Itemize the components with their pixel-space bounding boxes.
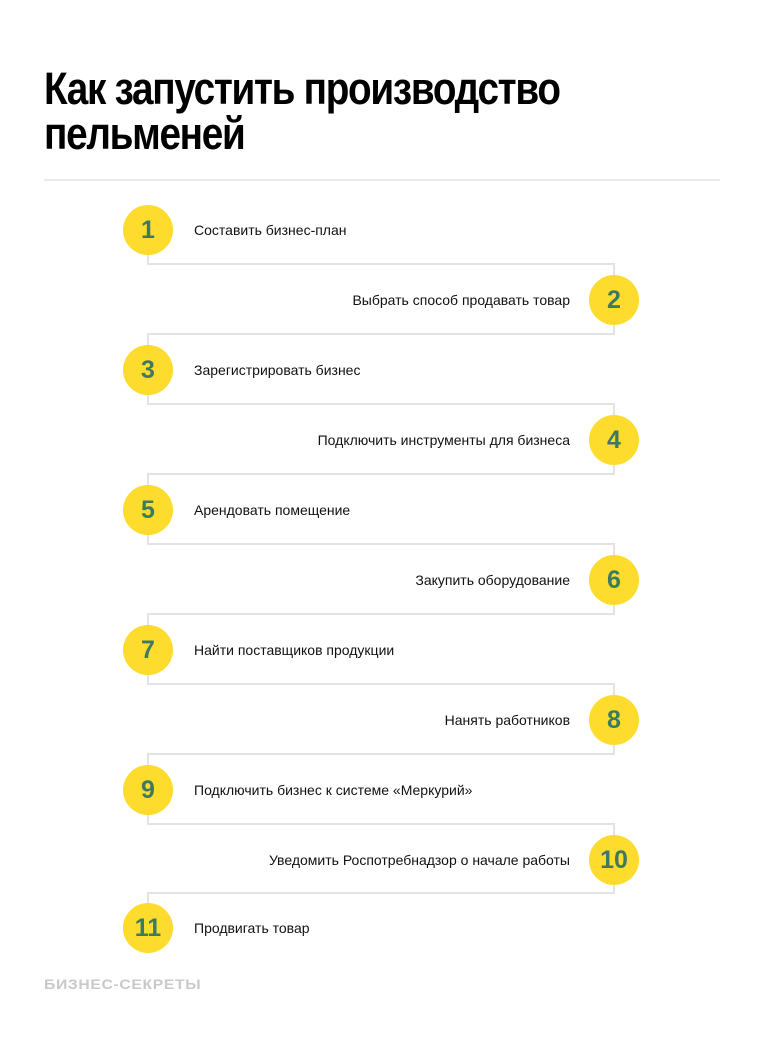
- step-number-badge: 4: [589, 415, 639, 465]
- brand-logo: БИЗНЕС-СЕКРЕТЫ: [44, 976, 202, 992]
- step-number-badge: 9: [123, 765, 173, 815]
- step-9: [0, 765, 764, 815]
- step-3: [0, 345, 764, 395]
- step-number-badge: 8: [589, 695, 639, 745]
- step-label: Зарегистрировать бизнес: [194, 362, 361, 378]
- step-label: Закупить оборудование: [415, 572, 570, 588]
- step-number-badge: 10: [589, 835, 639, 885]
- step-number-badge: 1: [123, 205, 173, 255]
- step-4: [0, 415, 764, 465]
- step-number-badge: 11: [123, 903, 173, 953]
- title-line-1: Как запустить производство: [44, 63, 560, 114]
- step-6: [0, 555, 764, 605]
- step-number-badge: 5: [123, 485, 173, 535]
- step-1: [0, 205, 764, 255]
- step-7: [0, 625, 764, 675]
- step-number-badge: 3: [123, 345, 173, 395]
- step-label: Подключить инструменты для бизнеса: [317, 432, 570, 448]
- step-label: Уведомить Роспотребнадзор о начале работы: [268, 852, 570, 868]
- step-number-badge: 7: [123, 625, 173, 675]
- step-label: Продвигать товар: [194, 920, 310, 936]
- step-label: Выбрать способ продавать товар: [352, 292, 570, 308]
- step-label: Нанять работников: [444, 712, 570, 728]
- step-11: [0, 903, 764, 953]
- step-8: [0, 695, 764, 745]
- step-5: [0, 485, 764, 535]
- step-number-badge: 6: [589, 555, 639, 605]
- step-10: [0, 835, 764, 885]
- step-label: Составить бизнес-план: [194, 222, 347, 238]
- step-label: Арендовать помещение: [194, 502, 351, 518]
- step-label: Подключить бизнес к системе «Меркурий»: [194, 782, 473, 798]
- step-number-badge: 2: [589, 275, 639, 325]
- step-label: Найти поставщиков продукции: [194, 642, 395, 658]
- step-2: [0, 275, 764, 325]
- title-line-2: пельменей: [44, 108, 245, 159]
